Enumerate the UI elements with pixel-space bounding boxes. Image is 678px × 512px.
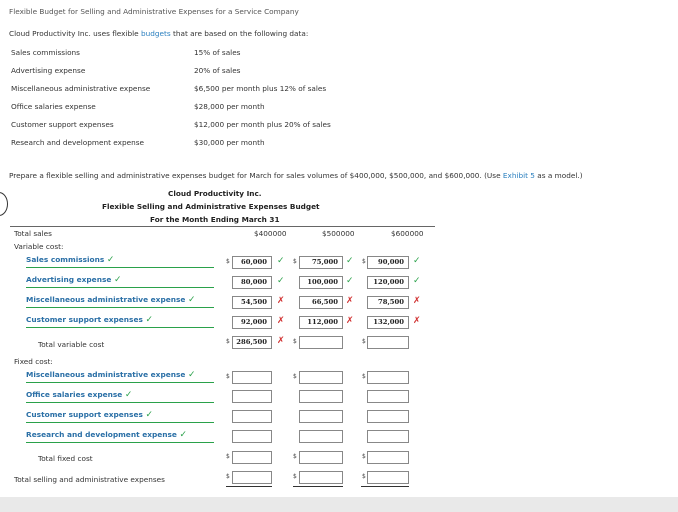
row-label-office-salaries[interactable] (26, 390, 132, 400)
label-underline (26, 382, 214, 383)
step-indicator (0, 192, 8, 216)
check-icon: ✓ (277, 256, 285, 266)
check-icon: ✓ (413, 256, 421, 266)
dollar-sign: $ (226, 373, 230, 380)
given-label: Customer support expenses (11, 120, 114, 129)
given-value: $30,000 per month (194, 138, 265, 147)
check-icon: ✓ (346, 256, 354, 266)
row-label-fixed-customer-support[interactable] (26, 410, 153, 420)
dollar-sign: $ (226, 453, 230, 460)
amount-input[interactable] (367, 371, 409, 384)
amount-input[interactable] (367, 430, 409, 443)
amount-input[interactable]: 132,000 (367, 316, 409, 329)
check-icon: ✓ (179, 430, 188, 440)
check-icon: ✓ (346, 276, 354, 286)
intro-suffix: that are based on the following data: (170, 29, 309, 38)
row-label-advertising[interactable] (26, 275, 122, 285)
budgets-link[interactable]: budgets (140, 29, 171, 38)
instructions-suffix: as a model.) (534, 171, 583, 180)
given-label: Miscellaneous administrative expense (11, 84, 151, 93)
row-label-text: Advertising expense (26, 275, 112, 284)
amount-input[interactable] (367, 410, 409, 423)
instructions-prefix: Prepare a flexible selling and administrative expenses budget for March for sales volumes of $400,000, $500,000, and $600,000. (Use (9, 171, 503, 180)
intro-text (9, 29, 308, 38)
row-label-text: Customer support expenses (26, 410, 143, 419)
x-icon: ✗ (277, 336, 285, 346)
amount-input[interactable] (232, 451, 272, 464)
amount-input[interactable] (367, 390, 409, 403)
row-label-text: Customer support expenses (26, 315, 143, 324)
amount-input[interactable] (232, 471, 272, 484)
column-header: $400000 (254, 229, 287, 238)
total-underline (361, 486, 409, 487)
label-underline (26, 287, 214, 288)
amount-input[interactable] (299, 451, 343, 464)
variable-cost-label: Variable cost: (14, 242, 64, 251)
amount-input[interactable]: 112,000 (299, 316, 343, 329)
dollar-sign: $ (293, 258, 297, 265)
dollar-sign: $ (226, 338, 230, 345)
amount-input[interactable] (299, 371, 343, 384)
x-icon: ✗ (346, 316, 354, 326)
dollar-sign: $ (362, 453, 366, 460)
row-label-text: Research and development expense (26, 430, 177, 439)
row-label-text: Sales commissions (26, 255, 105, 264)
amount-input[interactable] (367, 336, 409, 349)
amount-input[interactable] (232, 410, 272, 423)
check-icon: ✓ (188, 295, 196, 305)
intro-prefix: Cloud Productivity Inc. uses flexible (9, 29, 141, 38)
row-label-text: Office salaries expense (26, 390, 123, 399)
x-icon: ✗ (413, 316, 421, 326)
dollar-sign: $ (293, 338, 297, 345)
given-value: $28,000 per month (194, 102, 265, 111)
check-icon: ✓ (124, 390, 133, 400)
given-label: Advertising expense (11, 66, 86, 75)
budget-period: For the Month Ending March 31 (150, 215, 280, 224)
amount-input[interactable]: 60,000 (232, 256, 272, 269)
footer-bar (0, 497, 678, 512)
amount-input[interactable]: 100,000 (299, 276, 343, 289)
amount-input[interactable] (367, 471, 409, 484)
dollar-sign: $ (362, 473, 366, 480)
row-label-fixed-misc-admin[interactable] (26, 370, 196, 380)
instructions-text (9, 171, 583, 180)
dollar-sign: $ (293, 373, 297, 380)
dollar-sign: $ (293, 473, 297, 480)
dollar-sign: $ (226, 258, 230, 265)
dollar-sign: $ (226, 473, 230, 480)
check-icon: ✓ (113, 275, 122, 285)
given-value: 15% of sales (194, 48, 241, 57)
given-value: 20% of sales (194, 66, 241, 75)
amount-input[interactable] (299, 471, 343, 484)
column-header: $600000 (391, 229, 424, 238)
fixed-cost-label: Fixed cost: (14, 357, 53, 366)
check-icon: ✓ (145, 410, 153, 420)
total-underline (226, 486, 272, 487)
dollar-sign: $ (293, 453, 297, 460)
exhibit-link[interactable]: Exhibit 5 (502, 171, 535, 180)
amount-input[interactable] (232, 430, 272, 443)
page-title: Flexible Budget for Selling and Administrative Expenses for a Service Company (9, 7, 299, 16)
x-icon: ✗ (277, 296, 285, 306)
amount-input[interactable]: 120,000 (367, 276, 409, 289)
x-icon: ✗ (277, 316, 285, 326)
total-variable-label: Total variable cost (38, 340, 105, 349)
amount-input[interactable] (367, 451, 409, 464)
amount-input[interactable] (299, 410, 343, 423)
given-label: Research and development expense (11, 138, 145, 147)
check-icon: ✓ (106, 255, 115, 265)
company-name: Cloud Productivity Inc. (168, 189, 262, 198)
column-header: $500000 (322, 229, 355, 238)
amount-input[interactable] (299, 390, 343, 403)
amount-input[interactable]: 75,000 (299, 256, 343, 269)
label-underline (26, 442, 214, 443)
row-label-text: Miscellaneous administrative expense (26, 295, 186, 304)
amount-input[interactable] (232, 371, 272, 384)
total-underline (293, 486, 343, 487)
budget-title: Flexible Selling and Administrative Expenses Budget (102, 202, 320, 211)
row-label-research[interactable] (26, 430, 187, 440)
amount-input[interactable]: 92,000 (232, 316, 272, 329)
given-value: $6,500 per month plus 12% of sales (194, 84, 327, 93)
label-underline (26, 422, 214, 423)
amount-input[interactable]: 80,000 (232, 276, 272, 289)
label-underline (26, 327, 214, 328)
check-icon: ✓ (188, 370, 196, 380)
total-sales-label: Total sales (14, 229, 52, 238)
check-icon: ✓ (413, 276, 421, 286)
row-label-misc-admin[interactable] (26, 295, 196, 305)
dollar-sign: $ (362, 373, 366, 380)
row-label-sales-commissions[interactable] (26, 255, 114, 265)
row-label-text: Miscellaneous administrative expense (26, 370, 186, 379)
amount-input[interactable] (299, 336, 343, 349)
amount-input[interactable]: 78,500 (367, 296, 409, 309)
dollar-sign: $ (362, 258, 366, 265)
total-fixed-label: Total fixed cost (38, 454, 93, 463)
amount-input[interactable]: 66,500 (299, 296, 343, 309)
label-underline (26, 307, 214, 308)
amount-input[interactable] (232, 390, 272, 403)
check-icon: ✓ (145, 315, 153, 325)
dollar-sign: $ (362, 338, 366, 345)
given-value: $12,000 per month plus 20% of sales (194, 120, 331, 129)
x-icon: ✗ (413, 296, 421, 306)
check-icon: ✓ (277, 276, 285, 286)
row-label-customer-support[interactable] (26, 315, 153, 325)
given-label: Office salaries expense (11, 102, 96, 111)
label-underline (26, 267, 214, 268)
amount-input[interactable] (299, 430, 343, 443)
x-icon: ✗ (346, 296, 354, 306)
total-all-label: Total selling and administrative expenses (14, 475, 165, 484)
given-label: Sales commissions (11, 48, 80, 57)
amount-input[interactable]: 286,500 (232, 336, 272, 349)
amount-input[interactable]: 54,500 (232, 296, 272, 309)
header-rule (10, 226, 435, 227)
amount-input[interactable]: 90,000 (367, 256, 409, 269)
label-underline (26, 402, 214, 403)
